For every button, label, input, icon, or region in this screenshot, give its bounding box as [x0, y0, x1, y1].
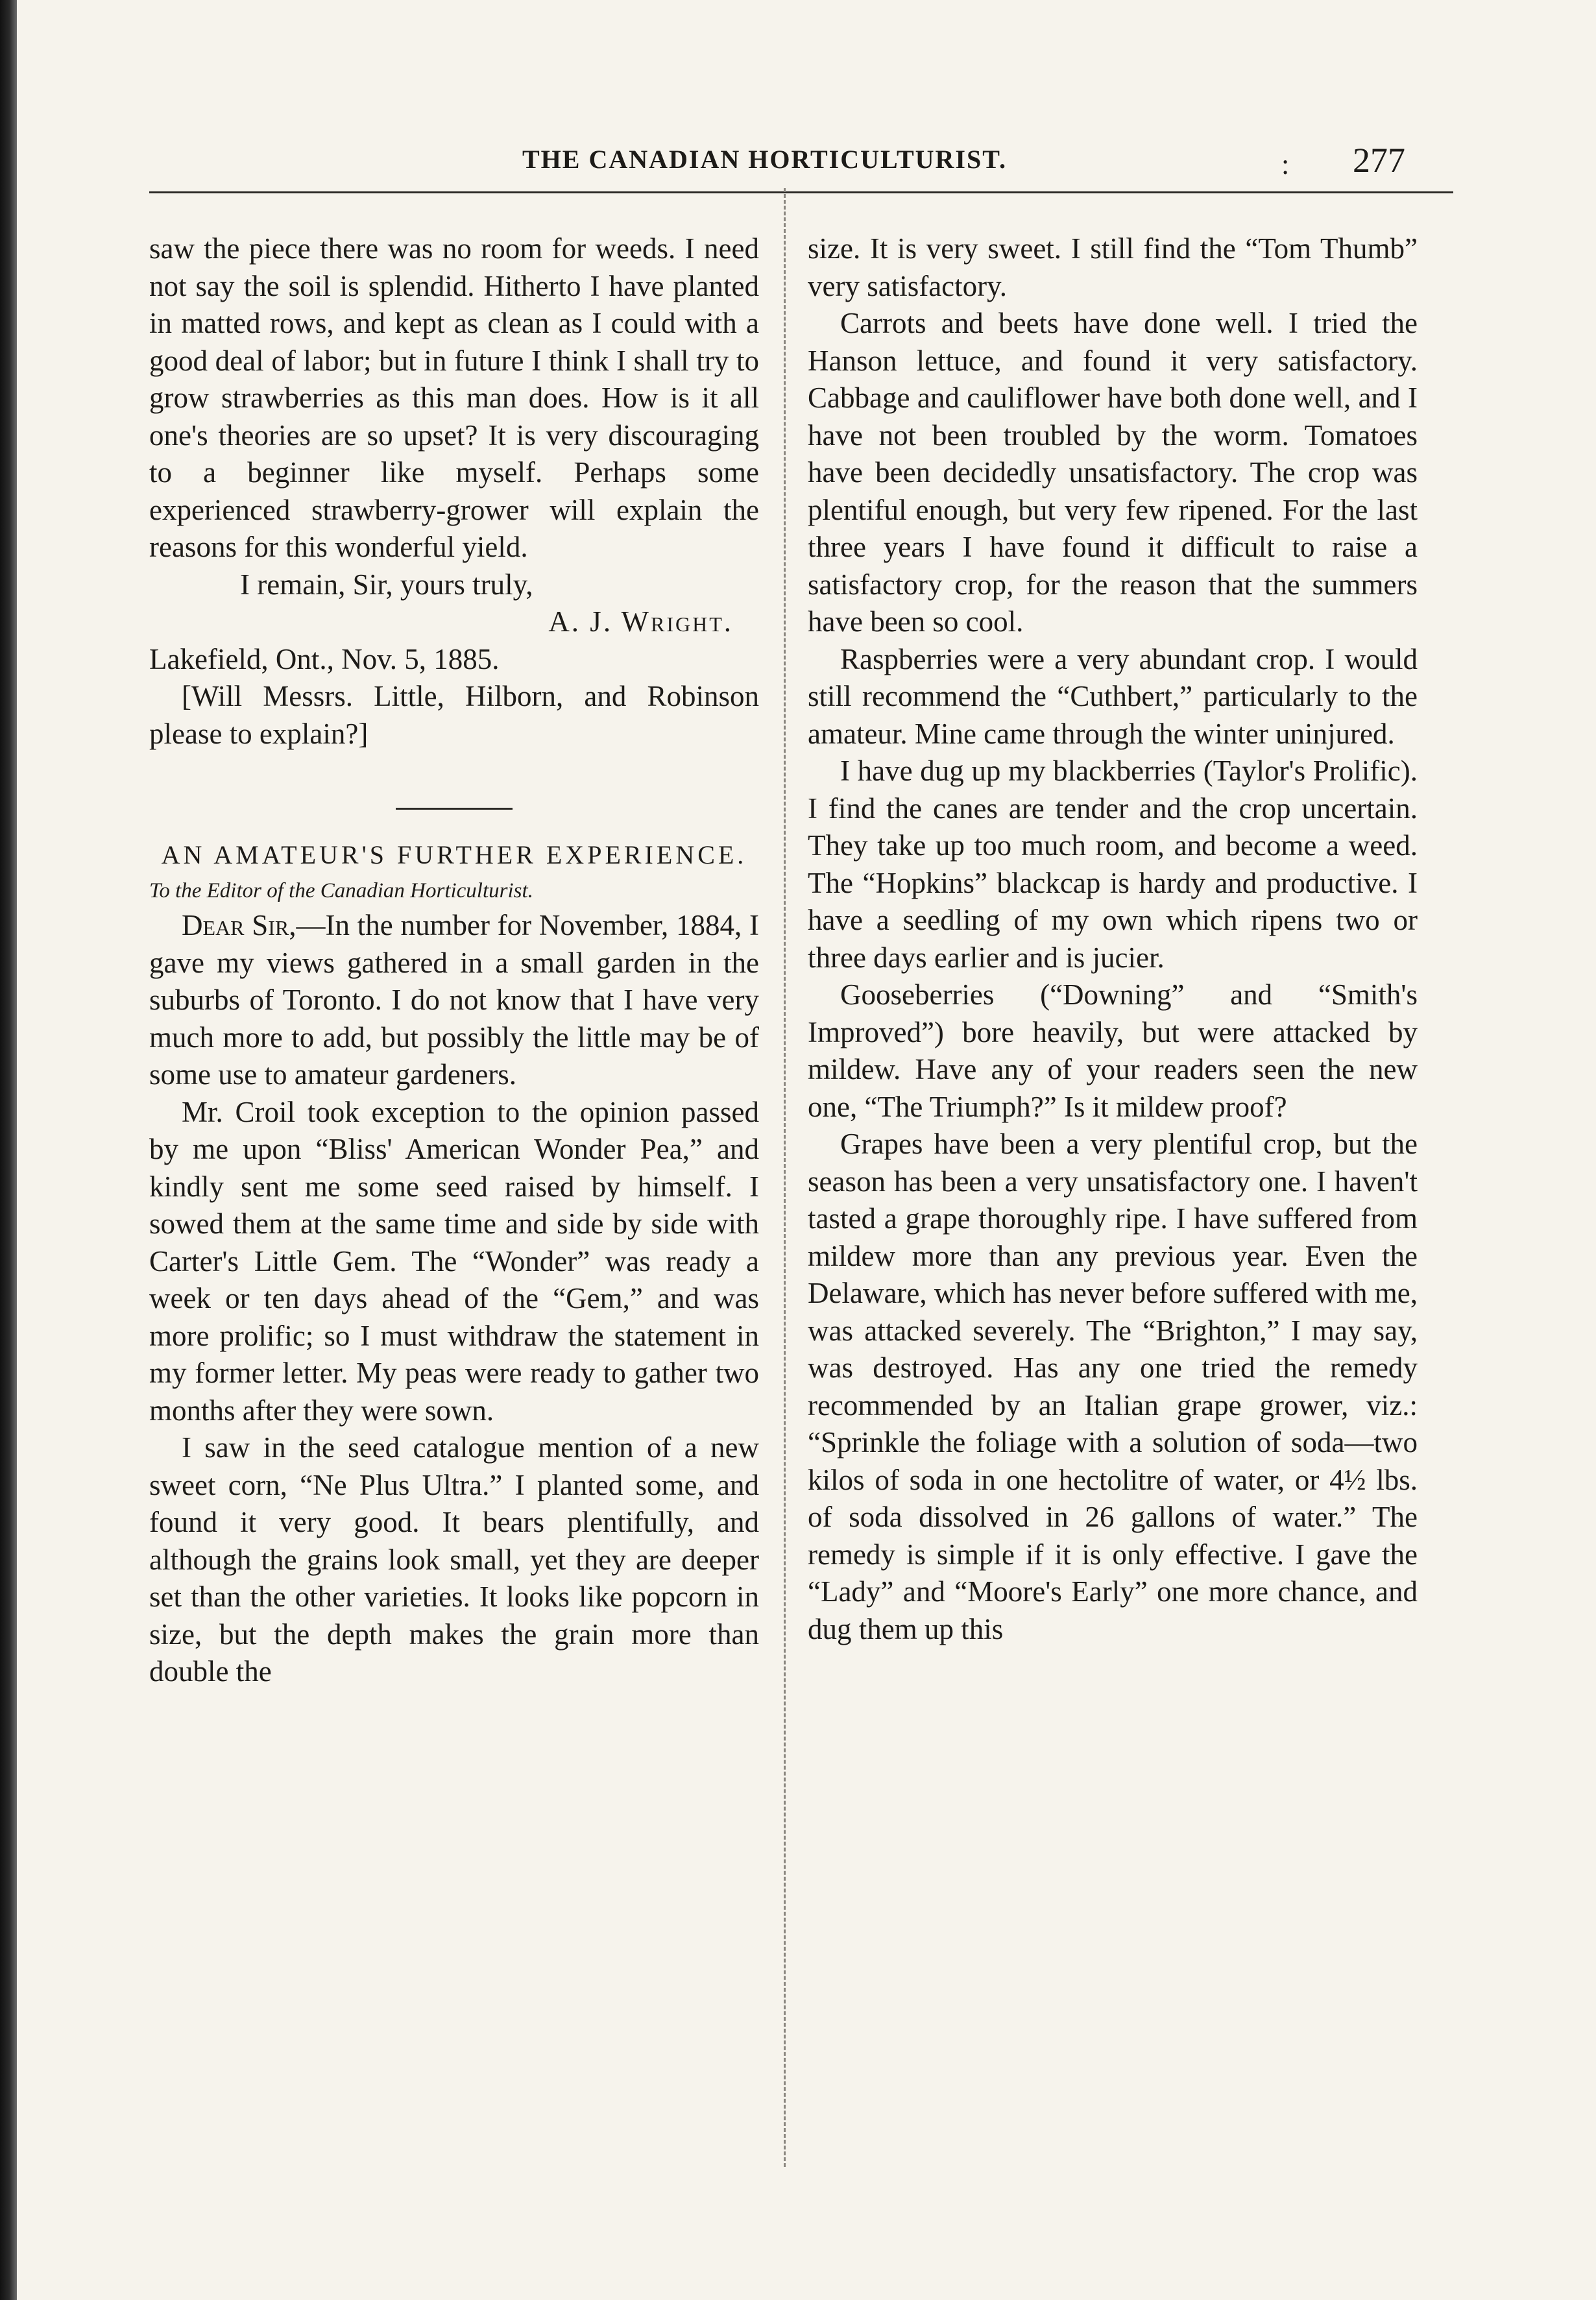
paragraph: Mr. Croil took exception to the opinion passed by me upon “Bliss' American Wonder Pea,” and kindly sent me some seed raised by himself. I sowed them at the same time and side by side with Carter's Little Gem. The “Wonder” was ready a week or ten days ahead of the “Gem,” and was more prolific; so I must withdraw the statement in my former letter. My peas were ready to gather two months after they were sown. — [149, 1095, 759, 1427]
paragraph: I saw in the seed catalogue mention of a new sweet corn, “Ne Plus Ultra.” I planted some, and found it very good. It bears plentifully, and although the grains look small, yet they are deeper set than the other varieties. It looks like popcorn in size, but the depth makes the grain more than double the — [149, 1431, 759, 1688]
letter-closing: I remain, Sir, yours truly, — [240, 568, 533, 601]
letter-place-date: Lakefield, Ont., Nov. 5, 1885. — [149, 642, 500, 675]
page-number: 277 — [1353, 141, 1405, 180]
paragraph: Grapes have been a very plentiful crop, but the season has been a very unsatisfactory one. I haven't tasted a grape thoroughly ripe. I have suffered from mildew more than any previous year. Even the Delaware, which has never before suffered with me, was attacked severely. The “Brighton,” I may say, was destroyed. Has any one tried the remedy recommended by an Italian grape grower, viz.: “Sprinkle the foliage with a solution of soda—two kilos of soda in one hectolitre of water, or 4½ lbs. of soda dissolved in 26 gallons of water.” The remedy is simple if it is only effective. I gave the “Lady” and “Moore's Early” one more chance, and dug them up this — [808, 1128, 1418, 1645]
article-title: AN AMATEUR'S FURTHER EXPERIENCE. — [161, 840, 747, 869]
paragraph: I have dug up my blackberries (Taylor's Prolific). I find the canes are tender and the crop uncertain. They take up too much room, and become a weed. The “Hopkins” blackcap is hardy and productive. I have a seedling of my own which ripens two or three days earlier and is jucier. — [808, 755, 1418, 974]
paragraph: size. It is very sweet. I still find the “Tom Thumb” very satisfactory. — [808, 232, 1418, 302]
paragraph: saw the piece there was no room for weeds. I need not say the soil is splendid. Hitherto I have planted in matted rows, and kept as clean as I could with a good deal of labor; but in future I think I shall try to grow strawberries as this man does. How is it all one's theories are so upset? It is very discouraging to a beginner like myself. Perhaps some experienced strawberry-grower will explain the reasons for this wonderful yield. — [149, 232, 759, 563]
paragraph: Raspberries were a very abundant crop. I would still recommend the “Cuthbert,” particularly to the amateur. Mine came through the winter uninjured. — [808, 642, 1418, 750]
paragraph: Gooseberries (“Downing” and “Smith's Improved”) bore heavily, but were attacked by mildew. Have any of your readers seen the new one, “The Triumph?” Is it mildew proof? — [808, 978, 1418, 1123]
page-spine-shadow — [0, 0, 17, 2300]
paragraph — [149, 907, 759, 1094]
page-header — [149, 136, 1453, 188]
header-colon: : — [1281, 149, 1290, 180]
salutation: Dear Sir, — [182, 909, 296, 941]
right-column — [808, 230, 1418, 1648]
article-separator — [396, 808, 513, 810]
header-rule — [149, 191, 1453, 193]
left-column — [149, 230, 759, 1691]
paragraph-text: —In the number for November, 1884, I gave my views gathered in a small garden in the suburbs of Toronto. I do not know that I have very much more to add, but possibly the little may be of some use to amateur gardeners. — [149, 909, 759, 1091]
editor-note: [Will Messrs. Little, Hilborn, and Robinson please to explain?] — [149, 680, 759, 750]
running-title: THE CANADIAN HORTICULTURIST. — [522, 145, 1007, 174]
column-divider — [784, 188, 786, 2167]
letter-signature: A. J. Wright. — [548, 605, 733, 638]
paragraph: Carrots and beets have done well. I tried the Hanson lettuce, and found it very satisfactory. Cabbage and cauliflower have both done well, and I have not been troubled by the worm. Tomatoes have been decidedly unsatisfactory. The crop was plentiful enough, but very few ripened. For the last three years I have found it difficult to raise a satisfactory crop, for the reason that the summers have been so cool. — [808, 307, 1418, 638]
article-dedication: To the Editor of the Canadian Horticulturist. — [149, 879, 533, 902]
